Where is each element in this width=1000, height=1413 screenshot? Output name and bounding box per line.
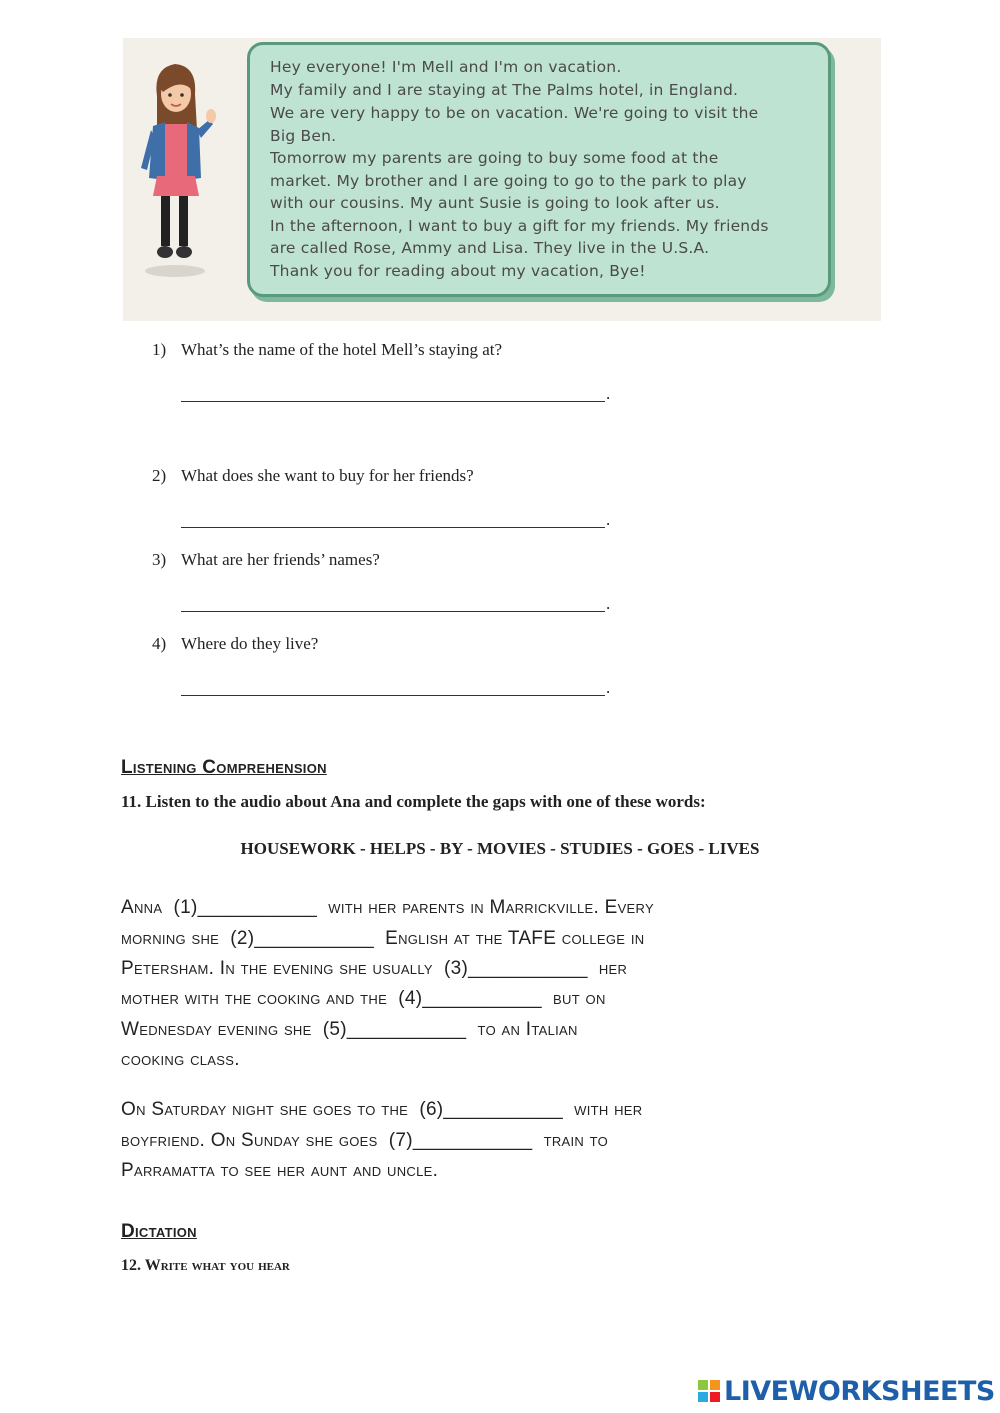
reading-line: Thank you for reading about my vacation, Bye!	[270, 262, 646, 280]
gap-text-line: morning she (2)___________ English at the TAFE college in	[121, 928, 645, 949]
gap-text-line: On Saturday night she goes to the (6)___________ with her	[121, 1099, 643, 1120]
dictation-title: Dictation	[121, 1221, 197, 1242]
gap-text-line: Anna (1)___________ with her parents in Marrickville. Every	[121, 897, 654, 918]
question-text: What does she want to buy for her friends?	[181, 466, 474, 485]
reading-line: Tomorrow my parents are going to buy some food at the	[270, 149, 719, 167]
reading-line: with our cousins. My aunt Susie is going to look after us.	[270, 194, 720, 212]
answer-field[interactable]	[181, 401, 605, 402]
brand-name: LIVEWORKSHEETS	[724, 1376, 995, 1407]
answer-period: .	[606, 384, 611, 403]
question-number: 2)	[152, 466, 167, 485]
gap-text-line: Petersham. In the evening she usually (3)___________ her	[121, 958, 628, 979]
reading-line: are called Rose, Ammy and Lisa. They live in the U.S.A.	[270, 239, 710, 257]
question-text: What are her friends’ names?	[181, 550, 380, 569]
question-text: Where do they live?	[181, 634, 319, 653]
answer-period: .	[606, 510, 611, 529]
answer-field[interactable]	[181, 611, 605, 612]
answer-period: .	[606, 594, 611, 613]
reading-line: market. My brother and I are going to go to the park to play	[270, 172, 747, 190]
gap-text-line: cooking class.	[121, 1049, 240, 1070]
answer-field[interactable]	[181, 695, 605, 696]
question-number: 1)	[152, 340, 167, 359]
liveworksheets-brand	[698, 1378, 996, 1408]
reading-line: My family and I are staying at The Palms hotel, in England.	[270, 81, 739, 99]
gap-text-line: Parramatta to see her aunt and uncle.	[121, 1160, 439, 1181]
question-number: 3)	[152, 550, 167, 569]
reading-line: Big Ben.	[270, 127, 337, 145]
answer-period: .	[606, 678, 611, 697]
liveworksheets-logo-icon	[698, 1380, 720, 1404]
reading-line: In the afternoon, I want to buy a gift for my friends. My friends	[270, 217, 769, 235]
reading-line: Hey everyone! I'm Mell and I'm on vacation.	[270, 58, 622, 76]
girl-illustration	[123, 38, 243, 321]
dictation-instruction: 12. Write what you hear	[121, 1257, 290, 1274]
gap-text-line: boyfriend. On Sunday she goes (7)___________ train to	[121, 1130, 609, 1151]
reading-figure	[123, 38, 881, 321]
listening-instruction: 11. Listen to the audio about Ana and complete the gaps with one of these words:	[121, 792, 706, 811]
reading-line: We are very happy to be on vacation. We're going to visit the	[270, 104, 759, 122]
gap-text-line: mother with the cooking and the (4)___________ but on	[121, 988, 606, 1009]
question-text: What’s the name of the hotel Mell’s staying at?	[181, 340, 503, 359]
answer-field[interactable]	[181, 527, 605, 528]
listening-title: Listening Comprehension	[121, 757, 327, 778]
question-number: 4)	[152, 634, 167, 653]
gap-text-line: Wednesday evening she (5)___________ to an Italian	[121, 1019, 578, 1040]
word-bank: HOUSEWORK - HELPS - BY - MOVIES - STUDIES - GOES - LIVES	[240, 839, 760, 858]
